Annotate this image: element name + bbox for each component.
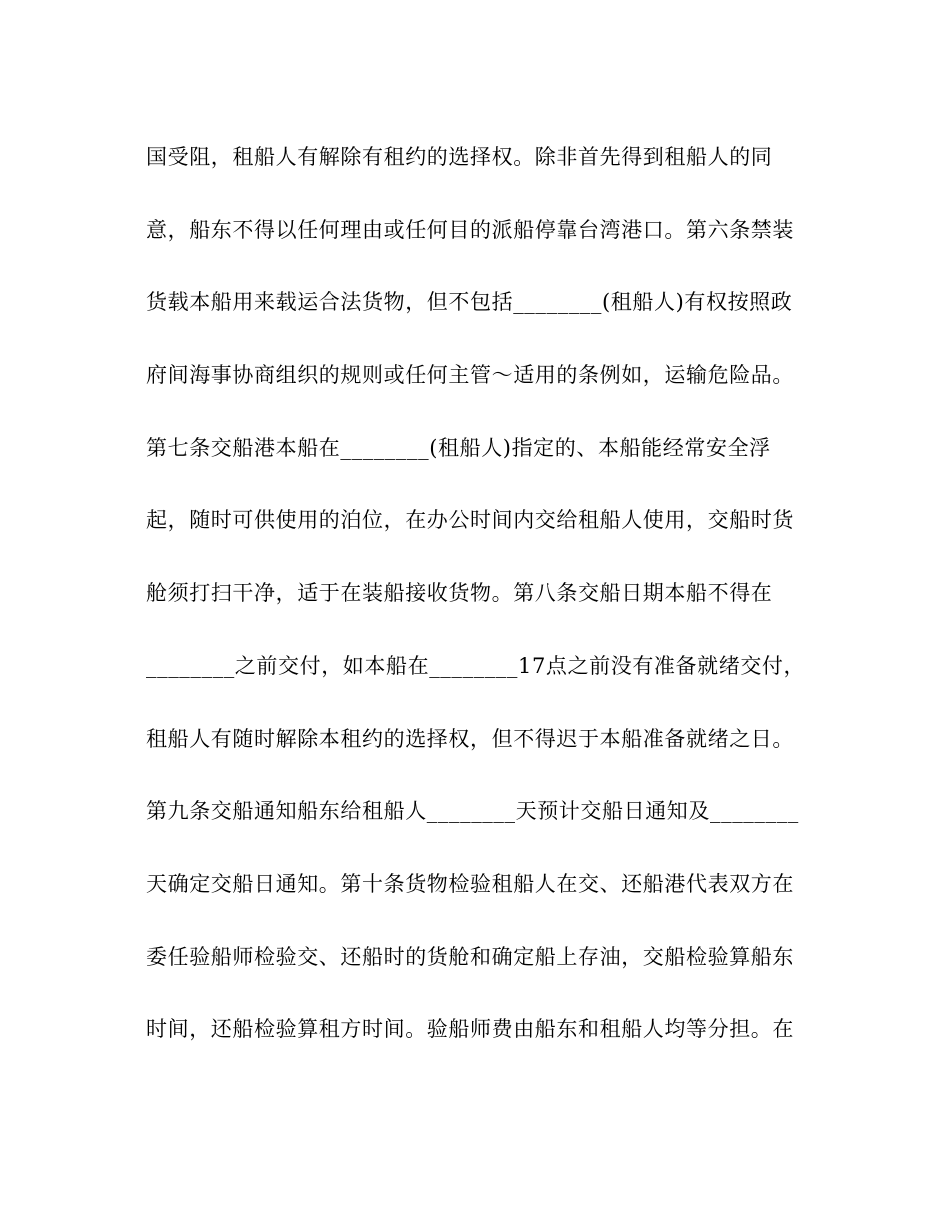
text-line: ________之前交付，如本船在________17点之前没有准备就绪交付，	[146, 653, 806, 678]
text-line: 租船人有随时解除本租约的选择权，但不得迟于本船准备就绪之日。	[146, 726, 794, 751]
text-line: 第九条交船通知船东给租船人________天预计交船日通知及________	[146, 799, 799, 824]
text-line: 时间，还船检验算租方时间。验船师费由船东和租船人均等分担。在	[146, 1017, 794, 1042]
text-line: 天确定交船日通知。第十条货物检验租船人在交、还船港代表双方在	[146, 871, 794, 896]
text-line: 起，随时可供使用的泊位，在办公时间内交给租船人使用，交船时货	[146, 508, 794, 533]
text-line: 第七条交船港本船在________(租船人)指定的、本船能经常安全浮	[146, 435, 771, 460]
body-text	[146, 137, 806, 1082]
text-line: 国受阻，租船人有解除有租约的选择权。除非首先得到租船人的同	[146, 145, 773, 169]
text-line: 府间海事协商组织的规则或任何主管～适用的条例如，运输危险品。	[146, 363, 794, 388]
text-line: 委任验船师检验交、还船时的货舱和确定船上存油，交船检验算船东	[146, 944, 794, 969]
text-line: 舱须打扫干净，适于在装船接收货物。第八条交船日期本船不得在	[146, 581, 773, 606]
text-line: 货载本船用来载运合法货物，但不包括________(租船人)有权按照政	[146, 290, 793, 315]
text-line: 意，船东不得以任何理由或任何目的派船停靠台湾港口。第六条禁装	[146, 217, 794, 242]
